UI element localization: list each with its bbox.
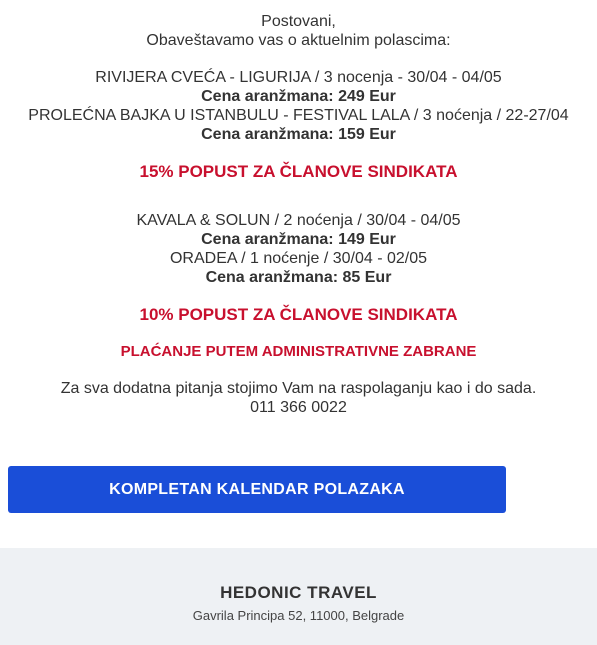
email-body — [0, 12, 597, 417]
spacer — [0, 324, 597, 342]
spacer — [0, 144, 597, 162]
discount-10-banner: 10% POPUST ZA ČLANOVE SINDIKATA — [139, 305, 458, 324]
offer-title-kavala: KAVALA & SOLUN / 2 noćenja / 30/04 - 04/05 — [136, 212, 461, 229]
intro-text: Obaveštavamo vas o aktuelnim polascima: — [146, 32, 451, 49]
spacer — [0, 287, 597, 305]
contact-text: Za sva dodatna pitanja stojimo Vam na raspolaganju kao i do sada. — [60, 380, 537, 397]
offer-price-kavala: Cena aranžmana: 149 Eur — [201, 231, 396, 248]
footer-address: Gavrila Principa 52, 11000, Belgrade — [192, 608, 405, 623]
spacer — [0, 181, 597, 211]
discount-15-banner: 15% POPUST ZA ČLANOVE SINDIKATA — [139, 162, 458, 181]
offer-price-rivijera: Cena aranžmana: 249 Eur — [201, 88, 396, 105]
calendar-button[interactable]: KOMPLETAN KALENDAR POLAZAKA — [8, 466, 506, 513]
spacer — [0, 361, 597, 379]
footer-brand: HEDONIC TRAVEL — [220, 583, 377, 602]
offer-title-oradea: ORADEA / 1 noćenje / 30/04 - 02/05 — [169, 250, 428, 267]
contact-phone: 011 366 0022 — [250, 399, 347, 416]
spacer — [0, 50, 597, 68]
offer-price-istanbul: Cena aranžmana: 159 Eur — [201, 126, 396, 143]
salutation: Postovani, — [261, 13, 336, 30]
offer-title-istanbul: PROLEĆNA BAJKA U ISTANBULU - FESTIVAL LALA / 3 noćenja / 22-27/04 — [28, 107, 569, 124]
footer — [0, 548, 597, 645]
offer-title-rivijera: RIVIJERA CVEĆA - LIGURIJA / 3 nocenja - 30/04 - 04/05 — [95, 69, 502, 86]
offer-price-oradea: Cena aranžmana: 85 Eur — [205, 269, 392, 286]
payment-note: PLAĆANJE PUTEM ADMINISTRATIVNE ZABRANE — [120, 343, 477, 360]
